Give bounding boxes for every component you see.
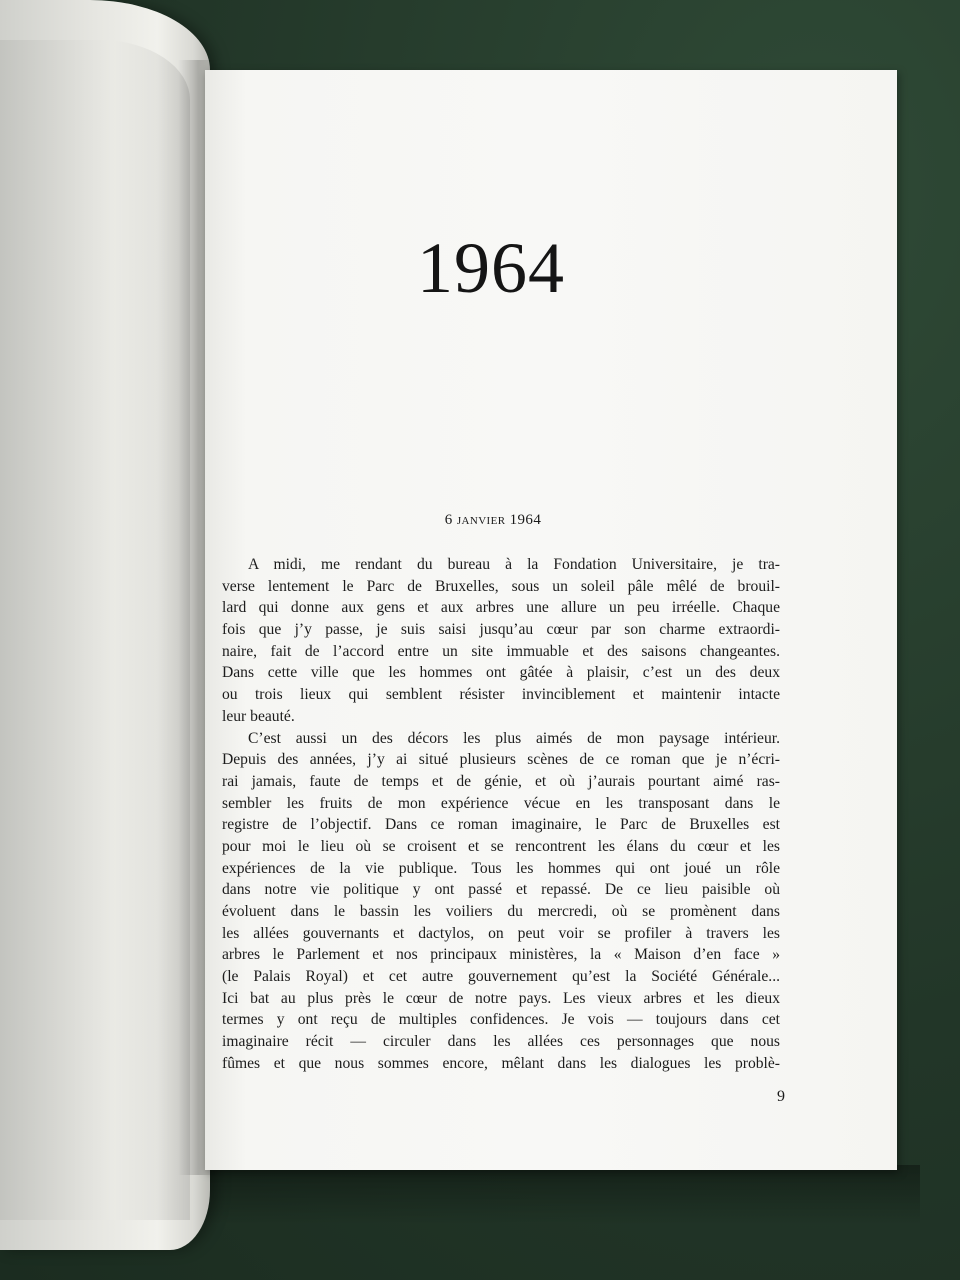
text-line: verse lentement le Parc de Bruxelles, sous un soleil pâle mêlé de brouil- [222,577,780,595]
text-line: arbres le Parlement et nos principaux ministères, la « Maison d’en face » [222,946,780,964]
text-line: (le Palais Royal) et cet autre gouvernement qu’est la Société Générale... [222,968,780,986]
text-line: naire, fait de l’accord entre un site immuable et des saisons changeantes. [222,642,780,660]
text-line: pour moi le lieu où se croisent et se rencontrent les élans du cœur et les [222,837,780,855]
entry-date-day: 6 [444,512,453,528]
text-line: les allées gouvernants et dactylos, on peut voir se profiler à travers les [222,924,780,942]
book-page [205,70,897,1170]
book-shadow [160,1165,920,1225]
left-page-shading [0,40,190,1220]
text-line: rai jamais, faute de temps et de génie, et où j’aurais pourtant aimé ras- [222,772,780,790]
body-text [222,554,780,1075]
text-line: A midi, me rendant du bureau à la Fondation Universitaire, je tra- [248,556,780,573]
text-line: fûmes et que nous sommes encore, mêlant dans les dialogues les problè- [222,1054,780,1072]
text-line: expériences de la vie publique. Tous les hommes qui ont joué un rôle [222,859,780,877]
entry-date-month: janvier [456,512,506,528]
text-line: leur beauté. [222,707,295,725]
entry-date [205,512,781,529]
text-line: C’est aussi un des décors les plus aimés de mon paysage intérieur. [248,729,780,747]
text-line: dans notre vie politique y ont passé et repassé. De ce lieu paisible où [222,881,780,899]
text-line: ou trois lieux qui semblent résister invinciblement et maintenir intacte [222,686,780,704]
text-line: évoluent dans le bassin les voiliers du mercredi, où se promènent dans [222,903,780,920]
text-line: lard qui donne aux gens et aux arbres une allure un peu irréelle. Chaque [222,599,780,617]
text-line: fois que j’y passe, je suis saisi jusqu’au cœur par son charme extraordi- [222,621,780,639]
chapter-title: 1964 [417,228,565,308]
page-number: 9 [777,1088,785,1105]
text-line: Depuis des années, j’y ai situé plusieurs scènes de ce roman que je n’écri- [222,751,780,769]
text-line: Ici bat au plus près le cœur de notre pays. Les vieux arbres et les dieux [222,989,780,1007]
entry-date-year: 1964 [509,512,542,528]
text-line: imaginaire récit — circuler dans les allées ces personnages que nous [222,1033,780,1051]
text-line: Dans cette ville que les hommes ont gâtée à plaisir, c’est un des deux [222,664,780,682]
text-line: registre de l’objectif. Dans ce roman imaginaire, le Parc de Bruxelles est [222,816,780,834]
text-line: termes y ont reçu de multiples confidences. Je vois — toujours dans cet [222,1011,780,1029]
text-line: sembler les fruits de mon expérience vécue en les transposant dans le [222,794,780,812]
